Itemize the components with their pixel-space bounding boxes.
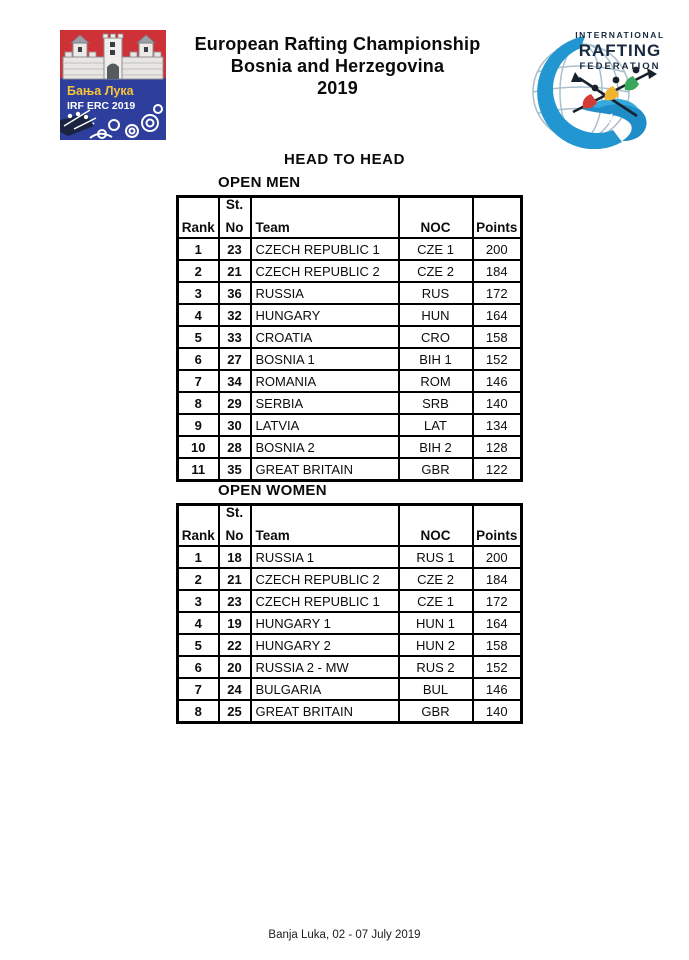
points-cell: 184 [473, 260, 522, 282]
start-number-cell: 23 [219, 590, 251, 612]
rank-cell: 3 [178, 282, 219, 304]
rank-cell: 8 [178, 392, 219, 414]
noc-cell: CZE 1 [399, 590, 473, 612]
points-cell: 146 [473, 678, 522, 700]
points-cell: 158 [473, 634, 522, 656]
table-row [178, 546, 522, 568]
start-number-cell: 27 [219, 348, 251, 370]
results-table-open-women [176, 503, 523, 724]
points-cell: 152 [473, 348, 522, 370]
points-cell: 128 [473, 436, 522, 458]
table-row [178, 436, 522, 458]
team-cell: HUNGARY 1 [251, 612, 399, 634]
section-label-open-women: OPEN WOMEN [218, 482, 327, 499]
noc-cell: HUN 1 [399, 612, 473, 634]
start-number-cell: 25 [219, 700, 251, 723]
table-body [178, 546, 522, 723]
results-table-open-men [176, 195, 523, 482]
noc-cell: BIH 2 [399, 436, 473, 458]
rank-cell: 7 [178, 678, 219, 700]
noc-cell: RUS 2 [399, 656, 473, 678]
points-cell: 152 [473, 656, 522, 678]
rank-cell: 4 [178, 304, 219, 326]
start-number-cell: 22 [219, 634, 251, 656]
noc-cell: BIH 1 [399, 348, 473, 370]
start-number-cell: 29 [219, 392, 251, 414]
rank-cell: 5 [178, 634, 219, 656]
noc-cell: RUS [399, 282, 473, 304]
st-label: St. [225, 197, 244, 212]
start-number-cell: 24 [219, 678, 251, 700]
event-title [140, 33, 535, 99]
team-cell: BOSNIA 1 [251, 348, 399, 370]
table-row [178, 370, 522, 392]
no-label: No [225, 220, 244, 235]
rank-cell: 1 [178, 238, 219, 260]
table-row [178, 568, 522, 590]
table-row [178, 304, 522, 326]
team-cell: RUSSIA 2 - MW [251, 656, 399, 678]
event-title-line2: Bosnia and Herzegovina [230, 56, 445, 76]
table-body [178, 238, 522, 481]
rank-cell: 8 [178, 700, 219, 723]
start-number-cell: 19 [219, 612, 251, 634]
table-row [178, 590, 522, 612]
section-label-open-men: OPEN MEN [218, 174, 301, 191]
start-number-column-header [219, 505, 251, 547]
table-row [178, 326, 522, 348]
points-cell: 164 [473, 612, 522, 634]
table-row [178, 700, 522, 723]
table-row [178, 260, 522, 282]
noc-cell: SRB [399, 392, 473, 414]
rank-cell: 2 [178, 568, 219, 590]
rank-column-header: Rank [178, 505, 219, 547]
points-cell: 140 [473, 392, 522, 414]
start-number-cell: 32 [219, 304, 251, 326]
rank-cell: 11 [178, 458, 219, 481]
team-cell: CZECH REPUBLIC 1 [251, 238, 399, 260]
team-cell: SERBIA [251, 392, 399, 414]
table-row [178, 458, 522, 481]
team-cell: RUSSIA 1 [251, 546, 399, 568]
points-cell: 134 [473, 414, 522, 436]
st-label: St. [225, 505, 244, 520]
federation-wordmark [575, 30, 665, 72]
start-number-cell: 30 [219, 414, 251, 436]
points-cell: 172 [473, 282, 522, 304]
team-cell: BULGARIA [251, 678, 399, 700]
rank-cell: 6 [178, 348, 219, 370]
points-cell: 122 [473, 458, 522, 481]
points-column-header: Points [473, 197, 522, 239]
table-row [178, 348, 522, 370]
team-cell: ROMANIA [251, 370, 399, 392]
points-cell: 158 [473, 326, 522, 348]
team-cell: BOSNIA 2 [251, 436, 399, 458]
rank-cell: 6 [178, 656, 219, 678]
table-row [178, 678, 522, 700]
table-row [178, 634, 522, 656]
start-number-cell: 35 [219, 458, 251, 481]
noc-cell: HUN 2 [399, 634, 473, 656]
noc-cell: RUS 1 [399, 546, 473, 568]
page-title: HEAD TO HEAD [283, 151, 406, 168]
noc-cell: CZE 1 [399, 238, 473, 260]
team-cell: LATVIA [251, 414, 399, 436]
table-row [178, 414, 522, 436]
noc-cell: CRO [399, 326, 473, 348]
start-number-cell: 20 [219, 656, 251, 678]
points-cell: 146 [473, 370, 522, 392]
noc-cell: BUL [399, 678, 473, 700]
points-column-header: Points [473, 505, 522, 547]
team-cell: HUNGARY 2 [251, 634, 399, 656]
team-cell: CROATIA [251, 326, 399, 348]
team-cell: CZECH REPUBLIC 2 [251, 260, 399, 282]
event-title-line3: 2019 [317, 78, 358, 98]
table-row [178, 612, 522, 634]
team-cell: RUSSIA [251, 282, 399, 304]
open-men-table-wrap [176, 195, 523, 482]
team-cell: GREAT BRITAIN [251, 700, 399, 723]
noc-cell: LAT [399, 414, 473, 436]
logo-event-label: IRF ERC 2019 [67, 100, 136, 112]
points-cell: 200 [473, 546, 522, 568]
rank-cell: 4 [178, 612, 219, 634]
team-cell: GREAT BRITAIN [251, 458, 399, 481]
start-number-cell: 34 [219, 370, 251, 392]
points-cell: 172 [473, 590, 522, 612]
table-row [178, 656, 522, 678]
wordmark-line1: INTERNATIONAL [575, 30, 665, 40]
rank-cell: 7 [178, 370, 219, 392]
points-cell: 184 [473, 568, 522, 590]
team-column-header: Team [251, 505, 399, 547]
rank-column-header: Rank [178, 197, 219, 239]
table-row [178, 238, 522, 260]
wordmark-line3: FEDERATION [579, 61, 661, 72]
irf-mark-label: IRF [598, 112, 618, 131]
start-number-cell: 21 [219, 260, 251, 282]
points-cell: 200 [473, 238, 522, 260]
table-header [178, 197, 522, 239]
start-number-column-header [219, 197, 251, 239]
team-cell: CZECH REPUBLIC 1 [251, 590, 399, 612]
start-number-cell: 23 [219, 238, 251, 260]
start-number-cell: 21 [219, 568, 251, 590]
noc-cell: GBR [399, 458, 473, 481]
noc-cell: HUN [399, 304, 473, 326]
rank-cell: 2 [178, 260, 219, 282]
points-cell: 140 [473, 700, 522, 723]
noc-cell: GBR [399, 700, 473, 723]
irf-federation-logo [521, 16, 683, 149]
footer-location-date: Banja Luka, 02 - 07 July 2019 [268, 929, 421, 941]
noc-cell: CZE 2 [399, 260, 473, 282]
table-header [178, 505, 522, 547]
start-number-cell: 28 [219, 436, 251, 458]
team-cell: CZECH REPUBLIC 2 [251, 568, 399, 590]
noc-cell: ROM [399, 370, 473, 392]
rank-cell: 1 [178, 546, 219, 568]
rank-cell: 5 [178, 326, 219, 348]
wordmark-line2: RAFTING [578, 41, 662, 60]
rank-cell: 3 [178, 590, 219, 612]
rank-cell: 9 [178, 414, 219, 436]
table-row [178, 392, 522, 414]
table-row [178, 282, 522, 304]
start-number-cell: 33 [219, 326, 251, 348]
team-cell: HUNGARY [251, 304, 399, 326]
open-women-table-wrap [176, 503, 523, 724]
event-title-line1: European Rafting Championship [194, 34, 481, 54]
start-number-cell: 18 [219, 546, 251, 568]
rank-cell: 10 [178, 436, 219, 458]
noc-column-header: NOC [399, 197, 473, 239]
team-column-header: Team [251, 197, 399, 239]
noc-cell: CZE 2 [399, 568, 473, 590]
no-label: No [225, 528, 244, 543]
points-cell: 164 [473, 304, 522, 326]
start-number-cell: 36 [219, 282, 251, 304]
logo-city-label: Бања Лука [67, 84, 134, 98]
noc-column-header: NOC [399, 505, 473, 547]
